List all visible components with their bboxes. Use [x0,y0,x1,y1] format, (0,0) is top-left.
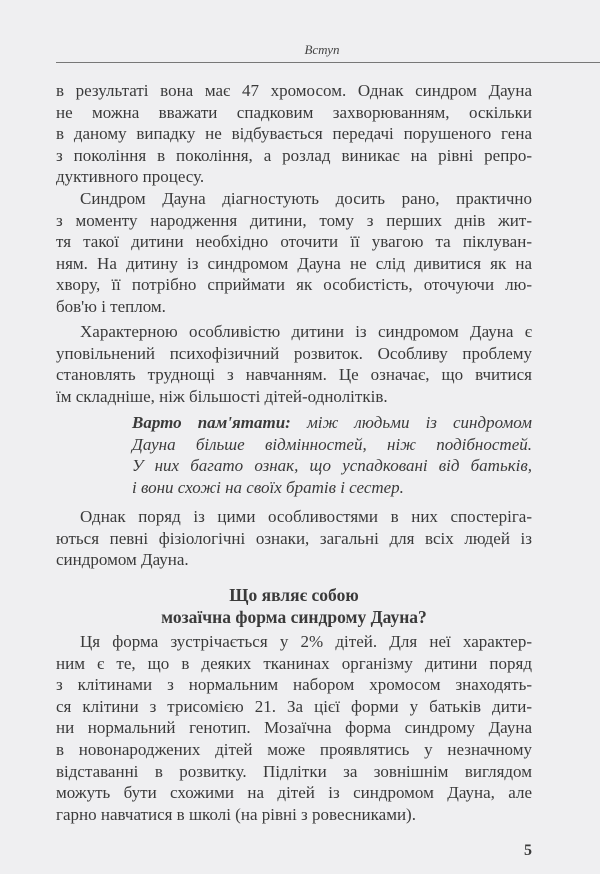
text-line: бов'ю і теплом. [56,296,166,316]
text-line: ються певні фізіологічні ознаки, загальні для всіх людей із [56,528,532,548]
text-line: хвору, її потрібно сприймати як особистість, оточуючи лю- [56,275,532,295]
running-title: Вступ [304,42,340,57]
text-line: гарно навчатися в школі (на рівні з ровесниками). [56,804,416,824]
text-line: Синдром Дауна діагностують досить рано, практично [80,189,532,208]
quote-line: Дауна більше відмінностей, ніж подібностей. [132,434,532,454]
text-line: ним є те, що в деяких тканинах організму дитини поряд [56,653,532,673]
text-line: уповільнений психофізичний розвиток. Особливу проблему [56,343,532,363]
text-line: синдромом Дауна. [56,550,189,570]
text-line: не можна вважати спадковим захворюванням, оскільки [56,102,532,122]
text-line: в даному випадку не відбувається передачі порушеного гена [56,124,532,144]
paragraph-3 [56,321,532,407]
text-line: ни нормальний генотип. Мозаїчна форма синдрому Дауна [56,718,532,738]
page-number: 5 [524,842,532,859]
heading-line: Що являє собою [229,585,359,605]
quote-text: між людьми із синдромом [306,413,532,432]
text-line: ням. На дитину із синдромом Дауна не слід дивитися як на [56,253,532,273]
text-line: Ця форма зустрічається у 2% дітей. Для неї характер- [80,632,532,651]
text-line: можуть бути схожими на дітей із синдромом Дауна, але [56,783,532,803]
text-line: відставанні в розвитку. Підлітки за зовнішнім виглядом [56,761,532,781]
paragraph-4 [56,506,532,571]
text-line: дуктивного процесу. [56,167,205,187]
text-line: тя такої дитини необхідно оточити її увагою та піклуван- [56,232,532,252]
text-line: їм складніше, ніж більшості дітей-однолітків. [56,386,388,406]
text-line: з моменту народження дитини, тому з перших днів жит- [56,210,532,230]
quote-lead: Варто пам'ятати: [132,413,291,432]
remember-quote [132,412,532,498]
text-line: ся клітини з трисомією 21. За цієї форми у батьків дити- [56,696,532,716]
section-heading [56,585,532,628]
text-line: Однак поряд із цими особливостями в них спостеріга- [80,507,532,526]
text-line: становлять труднощі з навчанням. Це означає, що вчитися [56,365,532,385]
quote-line: У них багато ознак, що успадковані від батьків, [132,456,532,476]
text-line: з клітинами з нормальним набором хромосом знаходять- [56,675,532,695]
header-rule [56,62,600,63]
paragraph-1 [56,80,532,188]
text-line: з покоління в покоління, а розлад виникає на рівні репро- [56,145,532,165]
text-line: в результаті вона має 47 хромосом. Однак синдром Дауна [56,81,532,100]
quote-line: і вони схожі на своїх братів і сестер. [132,477,404,497]
text-line: в новонароджених дітей може проявлятись у незначному [56,739,532,759]
text-line: Характерною особливістю дитини із синдромом Дауна є [80,322,532,341]
paragraph-5 [56,631,532,825]
paragraph-2 [56,188,532,318]
heading-line: мозаїчна форма синдрому Дауна? [161,606,427,627]
